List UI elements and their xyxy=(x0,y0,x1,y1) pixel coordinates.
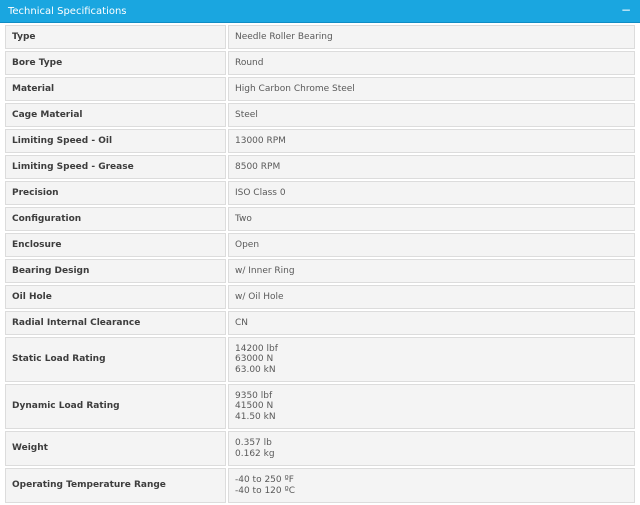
spec-value-line: 14200 lbf xyxy=(235,343,278,354)
spec-value xyxy=(228,311,635,335)
spec-value xyxy=(228,259,635,283)
table-row xyxy=(5,285,635,309)
spec-value xyxy=(228,233,635,257)
spec-label: Configuration xyxy=(5,207,226,231)
spec-value-line: 0.162 kg xyxy=(235,448,275,459)
table-row xyxy=(5,337,635,382)
table-row xyxy=(5,431,635,466)
spec-value xyxy=(228,129,635,153)
spec-value-line: w/ Inner Ring xyxy=(235,265,295,276)
spec-value xyxy=(228,285,635,309)
spec-value-line: Two xyxy=(235,213,252,224)
spec-value-line: Round xyxy=(235,57,264,68)
spec-label: Weight xyxy=(5,431,226,466)
spec-value-line: Open xyxy=(235,239,260,250)
spec-label: Cage Material xyxy=(5,103,226,127)
table-row xyxy=(5,207,635,231)
spec-label: Static Load Rating xyxy=(5,337,226,382)
spec-value-line: -40 to 250 ºF xyxy=(235,475,294,485)
table-row xyxy=(5,25,635,49)
spec-value xyxy=(228,468,635,503)
spec-value-line: Needle Roller Bearing xyxy=(235,31,333,42)
spec-label: Bore Type xyxy=(5,51,226,75)
spec-label: Oil Hole xyxy=(5,285,226,309)
spec-value-line: 0.357 lb xyxy=(235,438,272,448)
spec-value xyxy=(228,155,635,179)
spec-table xyxy=(3,23,637,505)
spec-label: Type xyxy=(5,25,226,49)
spec-value xyxy=(228,25,635,49)
spec-value-line: High Carbon Chrome Steel xyxy=(235,83,355,94)
spec-value xyxy=(228,384,635,429)
minus-icon[interactable]: − xyxy=(620,3,632,17)
spec-value xyxy=(228,431,635,466)
table-row xyxy=(5,468,635,503)
spec-value-line: Steel xyxy=(235,109,258,120)
spec-value-line: -40 to 120 ºC xyxy=(235,485,296,496)
panel-title: Technical Specifications xyxy=(8,6,127,17)
spec-value xyxy=(228,51,635,75)
spec-label: Bearing Design xyxy=(5,259,226,283)
table-row xyxy=(5,259,635,283)
spec-value xyxy=(228,103,635,127)
table-row xyxy=(5,384,635,429)
spec-value-line: w/ Oil Hole xyxy=(235,291,284,302)
spec-label: Enclosure xyxy=(5,233,226,257)
spec-value-line: 41.50 kN xyxy=(235,411,276,422)
spec-label: Limiting Speed - Grease xyxy=(5,155,226,179)
table-row xyxy=(5,129,635,153)
table-row xyxy=(5,103,635,127)
table-row xyxy=(5,77,635,101)
spec-value-line: 41500 N xyxy=(235,401,274,412)
panel-header[interactable] xyxy=(0,0,640,23)
spec-value-line: 13000 RPM xyxy=(235,135,286,146)
spec-label: Material xyxy=(5,77,226,101)
table-row xyxy=(5,311,635,335)
spec-value-line: 8500 RPM xyxy=(235,161,281,172)
spec-value xyxy=(228,77,635,101)
spec-label: Limiting Speed - Oil xyxy=(5,129,226,153)
spec-value-line: 63.00 kN xyxy=(235,364,276,375)
spec-value xyxy=(228,337,635,382)
table-row xyxy=(5,233,635,257)
spec-value-line: 63000 N xyxy=(235,354,274,365)
spec-value-line: 9350 lbf xyxy=(235,390,273,401)
spec-value xyxy=(228,207,635,231)
table-row xyxy=(5,155,635,179)
spec-value xyxy=(228,181,635,205)
spec-value-line: ISO Class 0 xyxy=(235,187,286,198)
spec-value-line: CN xyxy=(235,317,249,328)
spec-label: Operating Temperature Range xyxy=(5,468,226,503)
spec-label: Radial Internal Clearance xyxy=(5,311,226,335)
table-row xyxy=(5,51,635,75)
spec-label: Precision xyxy=(5,181,226,205)
table-row xyxy=(5,181,635,205)
spec-label: Dynamic Load Rating xyxy=(5,384,226,429)
